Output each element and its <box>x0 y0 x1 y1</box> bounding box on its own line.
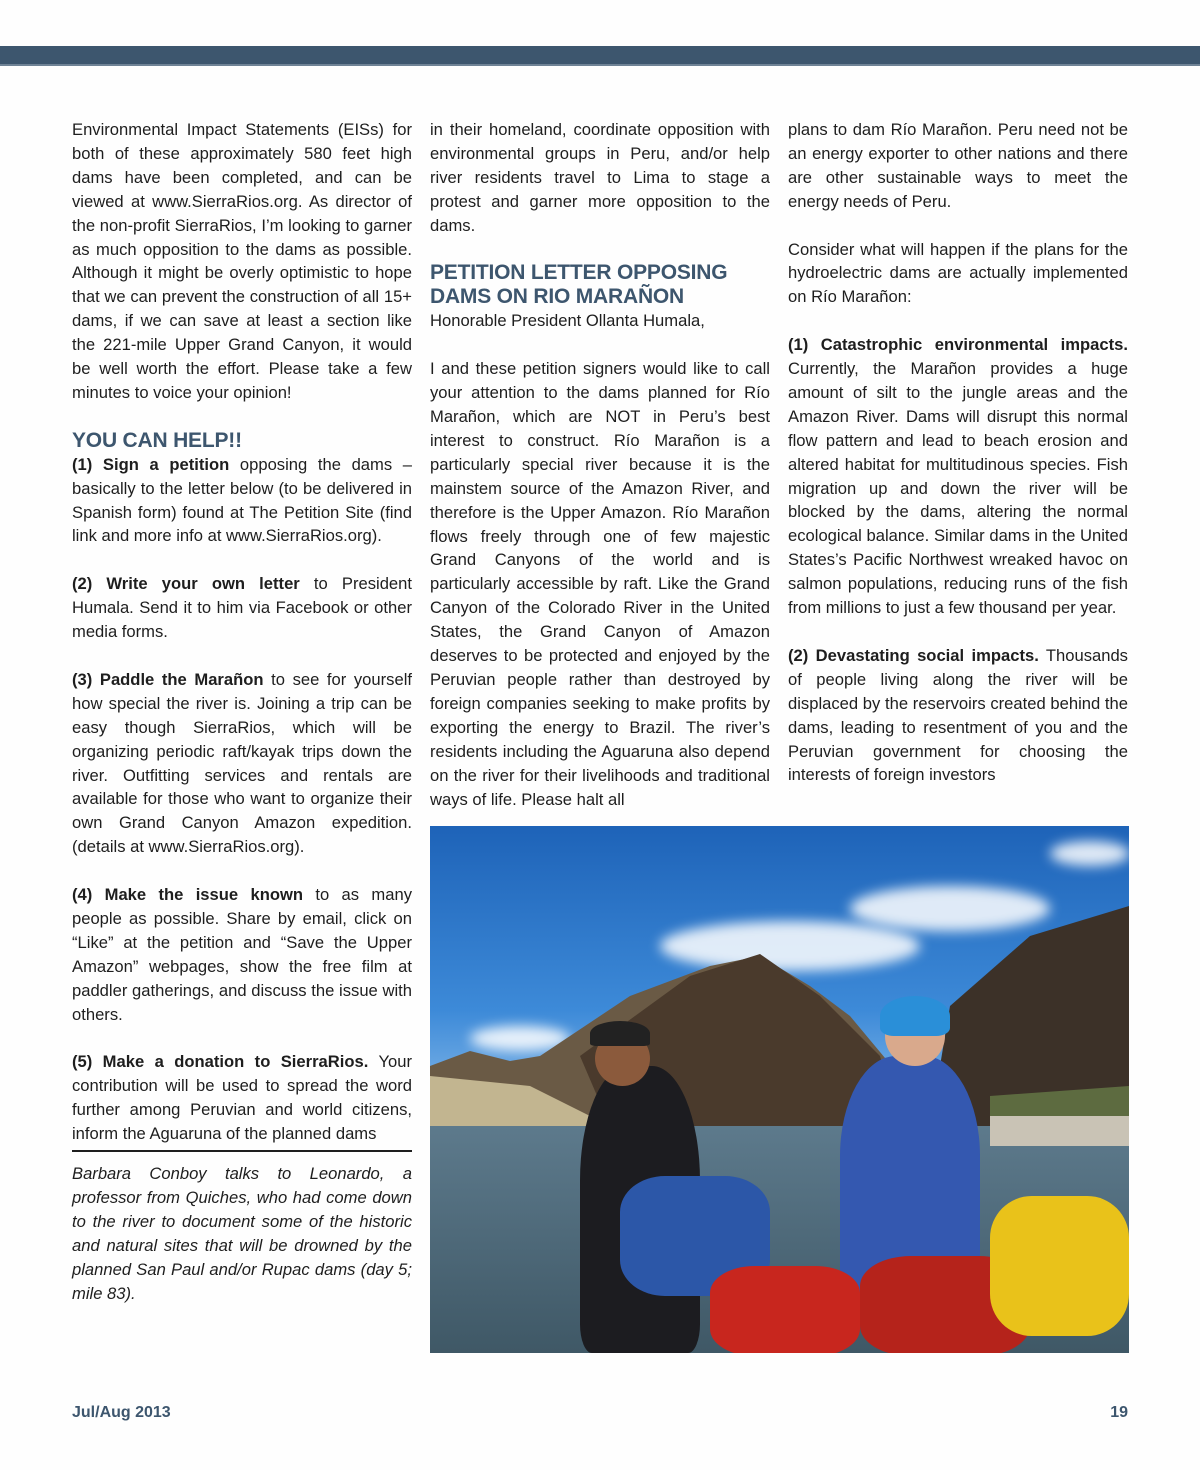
help-item-3: (3) Paddle the Marañon to see for yourself how special the river is. Joining a trip can be easy though SierraRios, which will be organizing periodic raft/kayak trips down the river. Outfitting services and rentals are available for those who want to organize their own Grand Canyon Amazon expedition. (details at www.SierraRios.org). <box>72 669 412 857</box>
column-3 <box>788 118 1128 811</box>
help-item-4-title: (4) Make the issue known <box>72 885 304 905</box>
continuation-paragraph: in their homeland, coordinate opposition with environmental groups in Peru, and/or help river residents travel to Lima to stage a protest and garner more opposition to the dams. <box>430 120 770 235</box>
help-item-4: (4) Make the issue known to as many people as possible. Share by email, click on “Like” at the petition and “Save the Upper Amazon” webpages, show the free film at paddler gatherings, and discuss the issue with others. <box>72 885 412 1024</box>
helmet <box>880 996 950 1036</box>
impact-2: (2) Devastating social impacts. Thousands of people living along the river will be displaced by the reservoirs created behind the dams, leading to resentment of you and the Peruvian government for choosing the interests of foreign investors <box>788 645 1128 785</box>
help-item-5: (5) Make a donation to SierraRios. Your contribution will be used to spread the word further among Peruvian and world citizens, inform the Aguaruna of the planned dams <box>72 1052 412 1144</box>
you-can-help-heading: YOU CAN HELP!! <box>72 428 242 452</box>
photo-caption: Barbara Conboy talks to Leonardo, a professor from Quiches, who had come down to the river to document some of the historic and natural sites that will be drowned by the planned San Paul and/or Rupac dams (day 5; mile 83). <box>72 1163 412 1303</box>
column-1 <box>72 118 412 1329</box>
intro-paragraph: Environmental Impact Statements (EISs) for both of these approximately 580 feet high dams have been completed, and can be viewed at www.SierraRios.org. As director of the non-profit SierraRios, I’m looking to garner as much opposition to the dams as possible. Although it might be overly optimistic to hope that we can prevent the construction of all 15+ dams, if we can save at least a section like the 221-mile Upper Grand Canyon, it would be well worth the effort. Please take a few minutes to voice your opinion! <box>72 120 412 402</box>
help-item-1: (1) Sign a petition opposing the dams – basically to the letter below (to be delivered in Spanish form) found at The Petition Site (find link and more info at www.SierraRios.org). <box>72 454 413 546</box>
page-number: 19 <box>1110 1404 1128 1421</box>
impact-1: (1) Catastrophic environmental impacts. Currently, the Marañon provides a huge amount of silt to the jungle areas and the Amazon River. Dams will disrupt this normal flow pattern and lead to beach erosion and altered habitat for multitudinous species. Fish migration up and down the river will be blocked by the dams, altering the normal ecological balance. Similar dams in the United States’s Pacific Northwest wreaked havoc on salmon populations, reducing runs of the fish from millions to just a few thousand per year. <box>788 335 1128 618</box>
column-2 <box>430 118 770 835</box>
river-photo <box>430 826 1129 1353</box>
consider-paragraph: Consider what will happen if the plans for the hydroelectric dams are actually implemented on Río Marañon: <box>788 239 1128 307</box>
impact-2-title: (2) Devastating social impacts. <box>788 645 1039 665</box>
caption-divider <box>72 1150 412 1152</box>
petition-heading: PETITION LETTER OPPOSING DAMS ON RIO MARAÑON <box>430 261 728 309</box>
help-item-2-title: (2) Write your own letter <box>72 574 300 594</box>
help-item-3-title: (3) Paddle the Marañon <box>72 669 264 689</box>
impact-1-title: (1) Catastrophic environmental impacts. <box>788 335 1128 355</box>
salutation: Honorable President Ollanta Humala, <box>430 311 705 331</box>
continuation-paragraph: plans to dam Río Marañon. Peru need not be an energy exporter to other nations and there are other sustainable ways to meet the energy needs of Peru. <box>788 120 1128 211</box>
header-bar <box>0 46 1200 66</box>
petition-body: I and these petition signers would like to call your attention to the dams planned for Río Marañon, which are NOT in Peru’s best interest to construct. Río Marañon is a particularly special river because it is the mainstem source of the Amazon River, and therefore is the Upper Amazon. Río Marañon flows freely through one of few majestic Grand Canyons of the world and is particularly accessible by raft. Like the Grand Canyon of the Colorado River in the United States, the Grand Canyon of Amazon deserves to be protected and enjoyed by the Peruvian people rather than destroyed by foreign companies seeking to make profits by exporting the energy to Brazil. The river’s residents including the Aguaruna also depend on the river for their livelihoods and traditional ways of life. Please halt all <box>430 359 770 809</box>
help-item-2: (2) Write your own letter to President Humala. Send it to him via Facebook or other media forms. <box>72 574 412 642</box>
cap <box>590 1021 650 1046</box>
help-item-5-title: (5) Make a donation to SierraRios. <box>72 1052 369 1072</box>
help-item-1-title: (1) Sign a petition <box>72 454 230 474</box>
rocky-shore <box>990 1116 1129 1146</box>
red-dry-bag <box>710 1266 860 1353</box>
yellow-dry-bag <box>990 1196 1129 1336</box>
issue-date: Jul/Aug 2013 <box>72 1404 171 1421</box>
